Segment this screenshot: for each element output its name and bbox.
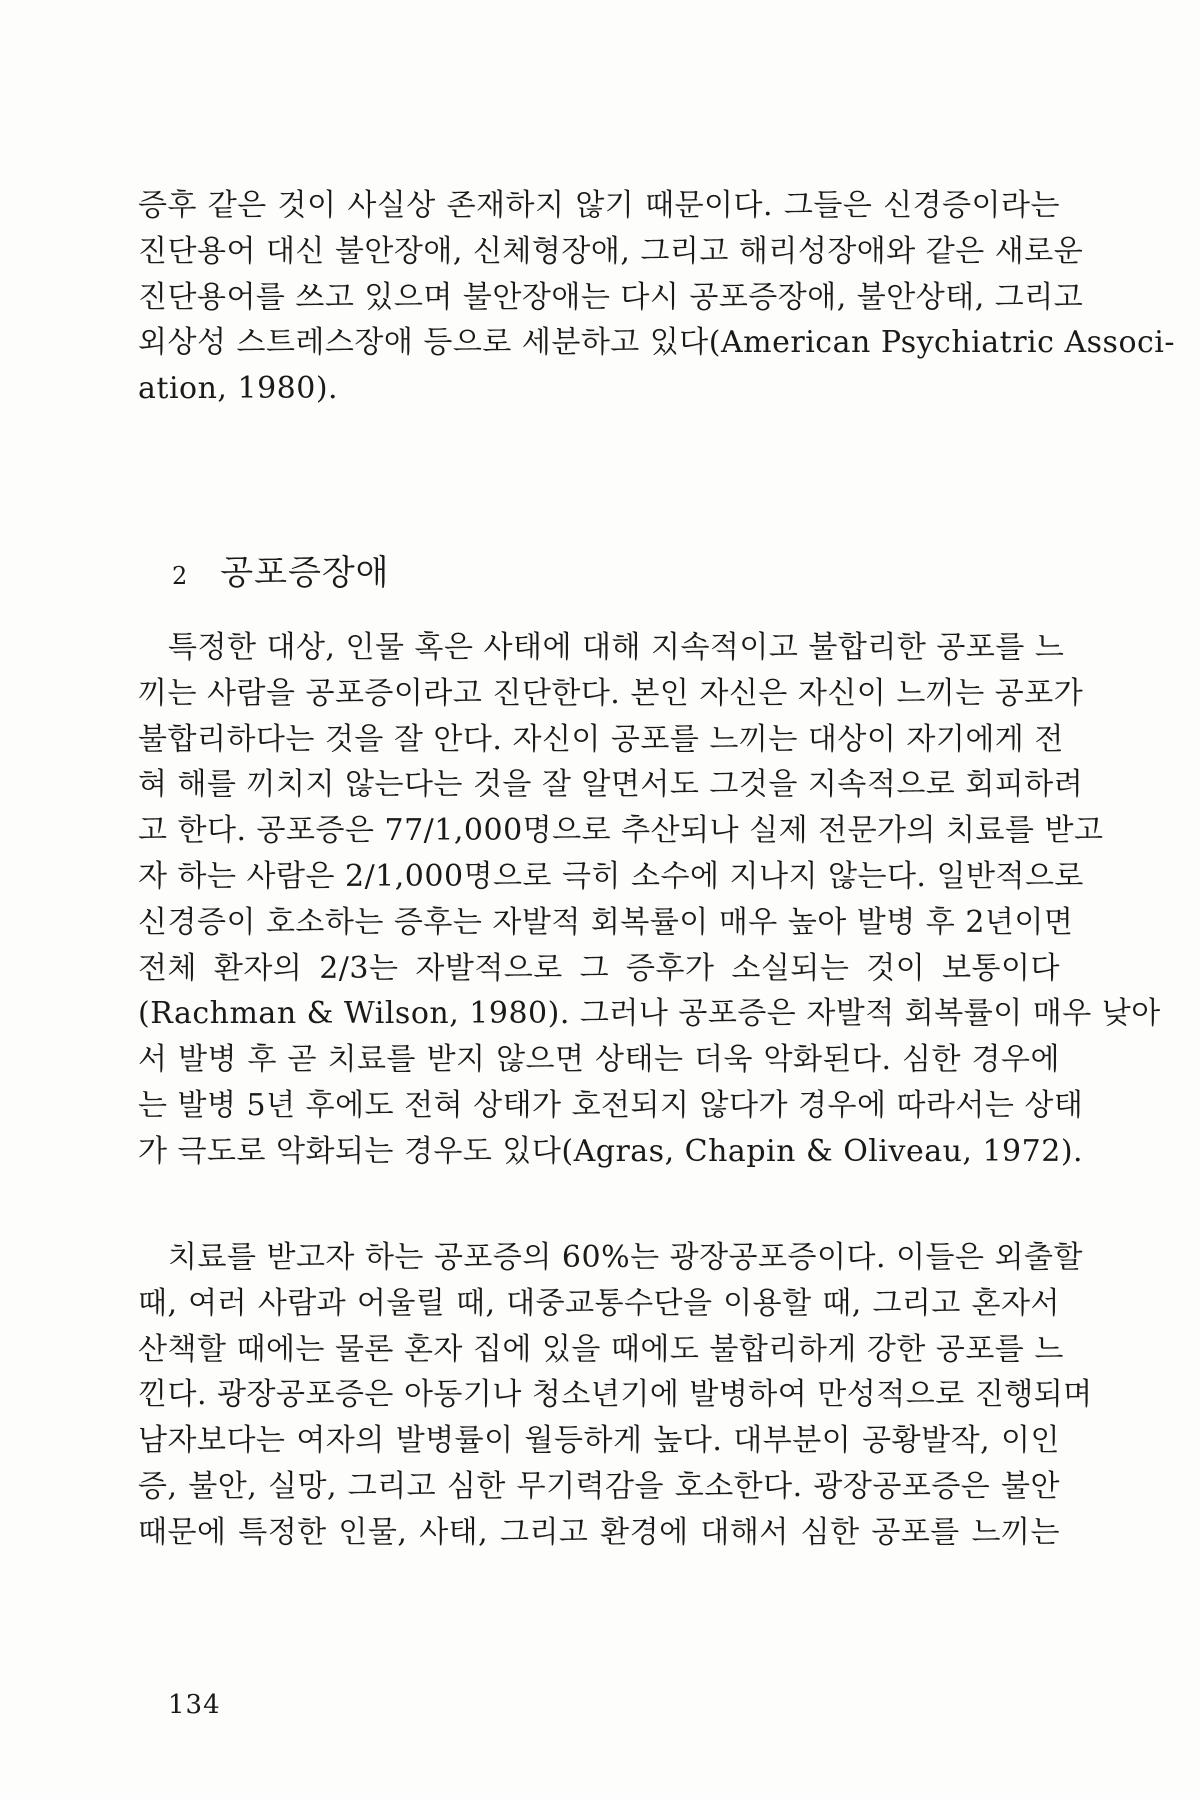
text-line: 증, 불안, 실망, 그리고 심한 무기력감을 호소한다. 광장공포증은 불안: [138, 1468, 1060, 1504]
text-line: 서 발병 후 곧 치료를 받지 않으면 상태는 더욱 악화된다. 심한 경우에: [138, 1042, 1060, 1078]
text-line: 증후 같은 것이 사실상 존재하지 않기 때문이다. 그들은 신경증이라는: [138, 188, 1060, 223]
section-heading: [172, 545, 390, 594]
text-line: 산책할 때에는 물론 혼자 집에 있을 때에도 불합리하게 강한 공포를 느: [138, 1331, 1064, 1367]
section-title: 공포증장애: [220, 553, 390, 593]
text-line: 자 하는 사람은 2/1,000명으로 극히 소수에 지나지 않는다. 일반적으로: [138, 858, 1084, 894]
text-line: 진단용어를 쓰고 있으며 불안장애는 다시 공포증장애, 불안상태, 그리고: [138, 279, 1084, 315]
text-line: 외상성 스트레스장애 등으로 세분하고 있다(American Psychiatric Associ-: [138, 325, 1176, 361]
text-line: 낀다. 광장공포증은 아동기나 청소년기에 발병하여 만성적으로 진행되며: [138, 1377, 1093, 1413]
intro-paragraph: [138, 183, 1176, 412]
text-line: 전체 환자의 2/3는 자발적으로 그 증후가 소실되는 것이 보통이다: [138, 950, 1060, 986]
section-number: 2: [172, 562, 189, 590]
text-line: 고 한다. 공포증은 77/1,000명으로 추산되나 실제 전문가의 치료를 받고: [138, 813, 1104, 849]
text-line: 때문에 특정한 인물, 사태, 그리고 환경에 대해서 심한 공포를 느끼는: [138, 1514, 1060, 1550]
text-line: 때, 여러 사람과 어울릴 때, 대중교통수단을 이용할 때, 그리고 혼자서: [138, 1285, 1060, 1321]
text-line: 불합리하다는 것을 잘 안다. 자신이 공포를 느끼는 대상이 자기에게 전: [138, 721, 1064, 757]
body-paragraph: [138, 625, 1161, 1175]
text-line: (Rachman & Wilson, 1980). 그러나 공포증은 자발적 회복률이 매우 낮아: [138, 996, 1161, 1032]
text-line: 남자보다는 여자의 발병률이 월등하게 높다. 대부분이 공황발작, 이인: [138, 1423, 1060, 1459]
text-line: 진단용어 대신 불안장애, 신체형장애, 그리고 해리성장애와 같은 새로운: [138, 233, 1084, 269]
text-line: ation, 1980).: [138, 371, 339, 407]
page-number: 134: [168, 1690, 221, 1720]
text-line: 신경증이 호소하는 증후는 자발적 회복률이 매우 높아 발병 후 2년이면: [138, 904, 1074, 940]
text-line: 끼는 사람을 공포증이라고 진단한다. 본인 자신은 자신이 느끼는 공포가: [138, 675, 1084, 711]
text-line: 가 극도로 악화되는 경우도 있다(Agras, Chapin & Oliveau, 1972).: [138, 1133, 1084, 1169]
body-paragraph: [138, 1235, 1093, 1556]
text-line: 혀 해를 끼치지 않는다는 것을 잘 알면서도 그것을 지속적으로 회피하려: [138, 767, 1084, 803]
text-line: 는 발병 5년 후에도 전혀 상태가 호전되지 않다가 경우에 따라서는 상태: [138, 1087, 1084, 1123]
text-line: 치료를 받고자 하는 공포증의 60%는 광장공포증이다. 이들은 외출할: [168, 1240, 1083, 1275]
text-line: 특정한 대상, 인물 혹은 사태에 대해 지속적이고 불합리한 공포를 느: [168, 630, 1065, 665]
